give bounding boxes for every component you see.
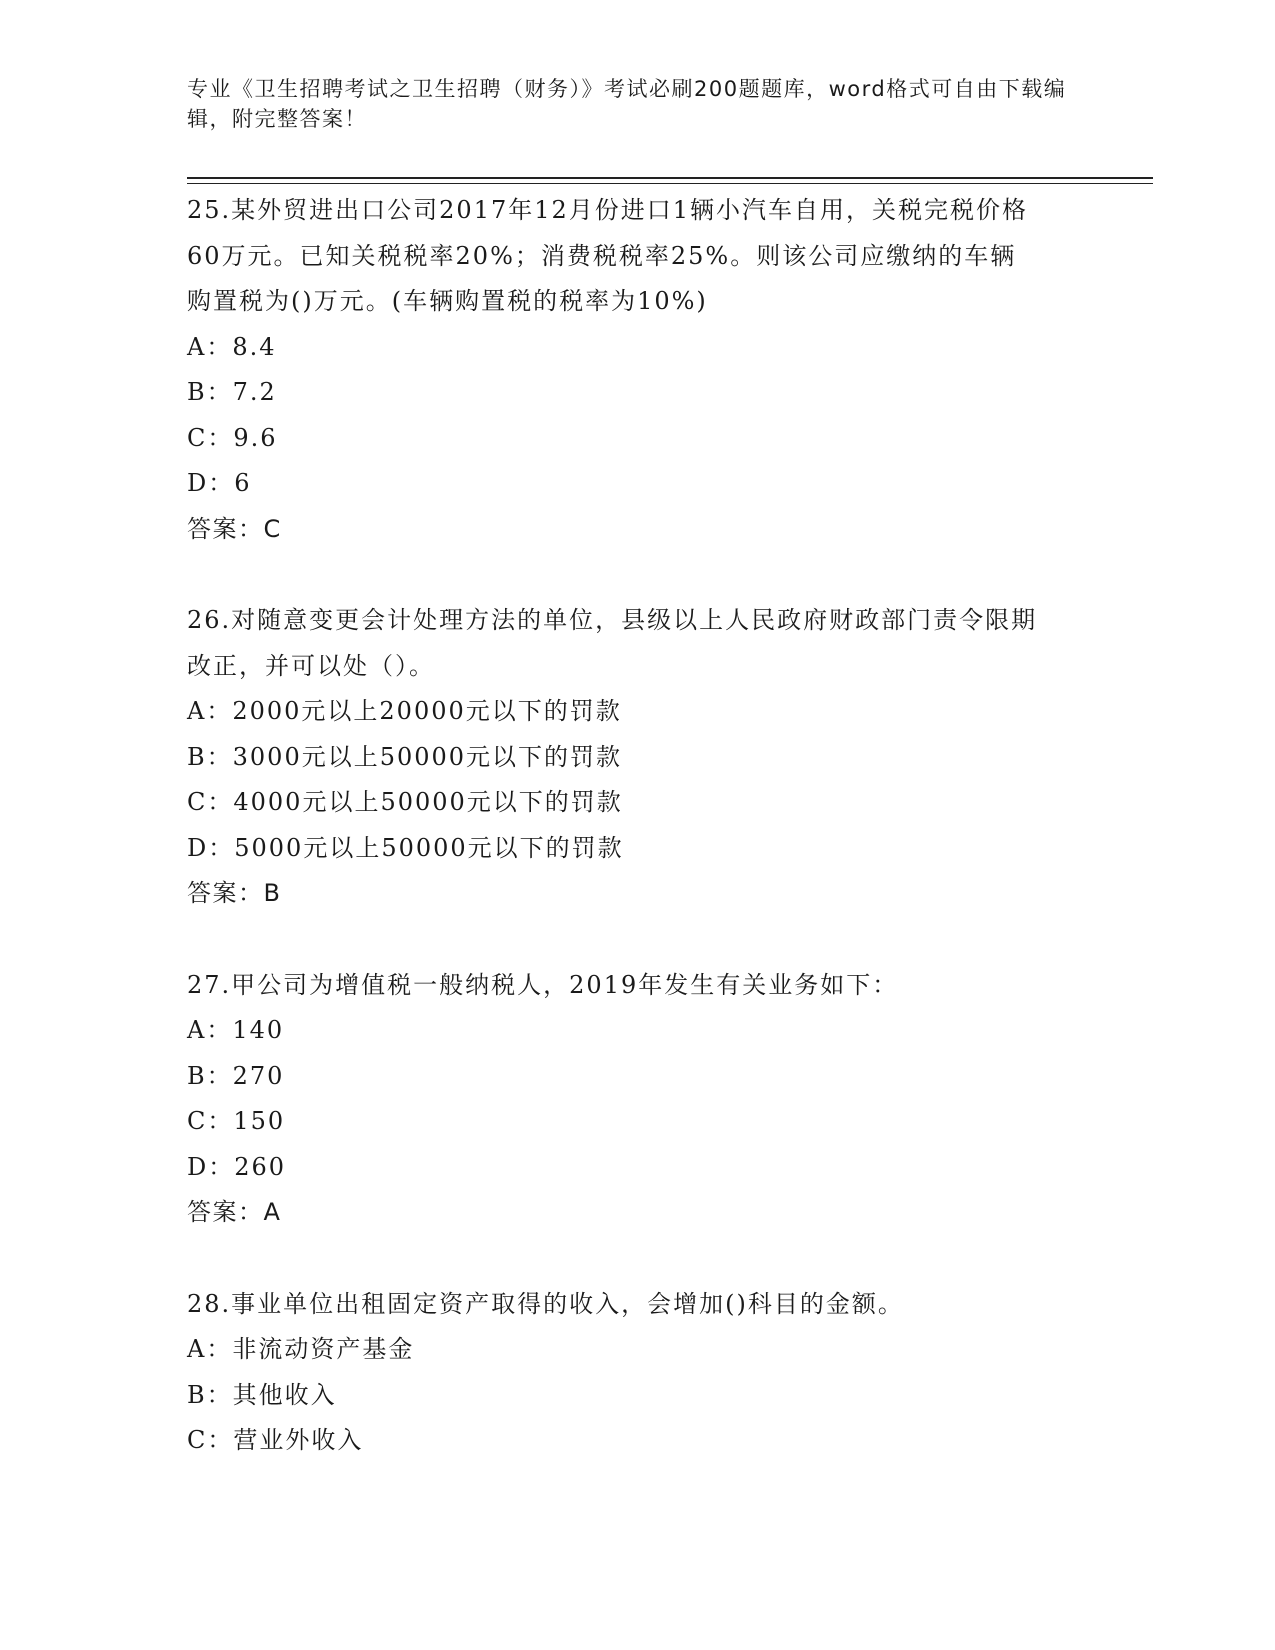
option-d: D：5000元以上50000元以下的罚款 bbox=[187, 833, 624, 862]
option-c: C：9.6 bbox=[187, 423, 278, 452]
answer-label: 答案：C bbox=[187, 514, 282, 543]
option-a: A：非流动资产基金 bbox=[187, 1335, 415, 1363]
option-c: C：4000元以上50000元以下的罚款 bbox=[187, 788, 623, 816]
question-stem: 28.事业单位出租固定资产取得的收入，会增加()科目的金额。 bbox=[187, 1289, 904, 1318]
question-25 bbox=[187, 188, 1087, 552]
answer-label: 答案：A bbox=[187, 1198, 282, 1226]
question-list bbox=[187, 188, 1087, 1464]
document-header: 专业《卫生招聘考试之卫生招聘（财务）》考试必刷200题题库，word格式可自由下载编辑，附完整答案！ bbox=[187, 77, 1067, 131]
option-a: A：2000元以上20000元以下的罚款 bbox=[187, 697, 622, 725]
option-d: D：260 bbox=[187, 1152, 287, 1181]
option-c: C：150 bbox=[187, 1107, 286, 1135]
option-b: B：3000元以上50000元以下的罚款 bbox=[187, 742, 623, 771]
option-a: A：140 bbox=[187, 1016, 285, 1044]
option-b: B：7.2 bbox=[187, 378, 277, 406]
header-rule-thick bbox=[187, 177, 1153, 179]
answer-label: 答案：B bbox=[187, 879, 282, 907]
question-stem: 27.甲公司为增值税一般纳税人，2019年发生有关业务如下： bbox=[187, 970, 899, 999]
question-stem: 25.某外贸进出口公司2017年12月份进口1辆小汽车自用，关税完税价格60万元。已知关税税率20%；消费税税率25%。则该公司应缴纳的车辆购置税为()万元。(车辆购置税的税率为10%) bbox=[187, 196, 1029, 315]
question-stem: 26.对随意变更会计处理方法的单位，县级以上人民政府财政部门责令限期改正，并可以处（）。 bbox=[187, 606, 1038, 680]
option-a: A：8.4 bbox=[187, 332, 277, 361]
option-b: B：其他收入 bbox=[187, 1380, 337, 1409]
option-c: C：营业外收入 bbox=[187, 1426, 364, 1454]
option-d: D：6 bbox=[187, 469, 252, 497]
header-rule-thin bbox=[187, 183, 1153, 184]
question-27 bbox=[187, 963, 1087, 1236]
question-28 bbox=[187, 1282, 1087, 1464]
option-b: B：270 bbox=[187, 1061, 285, 1090]
question-26 bbox=[187, 598, 1087, 917]
